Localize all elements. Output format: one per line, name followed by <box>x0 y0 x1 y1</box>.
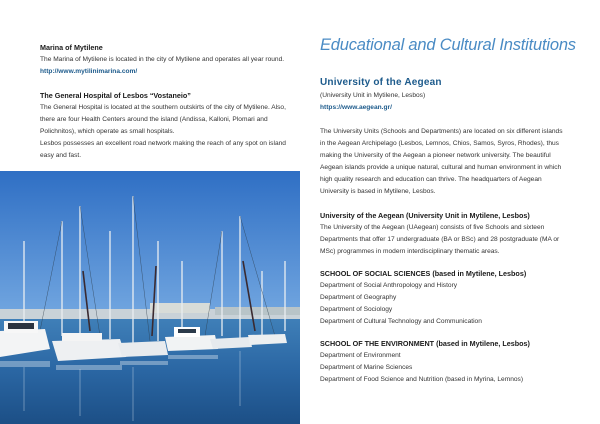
university-section <box>320 76 568 114</box>
unit-text: The University of the Aegean (UAegean) consists of five Schools and sixteen Departments that offer 17 undergraduate (BA or BSc) and 28 postgraduate (MA or MSc) programmes in modern interdisciplinary thematic areas. <box>320 224 560 255</box>
hospital-title: The General Hospital of Lesbos “Vostaneio” <box>40 91 191 100</box>
hospital-text: The General Hospital is located at the southern outskirts of the city of Mytilene. Also, there are four Health Centers around the island (Andissa, Kalloni, Plomari and Polichnitos), which operate as small hospitals. <box>40 104 286 135</box>
social-sciences-title: SCHOOL OF SOCIAL SCIENCES (based in Mytilene, Lesbos) <box>320 269 527 278</box>
environment-section <box>320 338 568 386</box>
marina-link[interactable]: http://www.mytilinimarina.com/ <box>40 68 138 75</box>
social-dept-2: Department of Geography <box>320 294 397 301</box>
social-sciences-section <box>320 268 568 328</box>
university-title: University of the Aegean <box>320 77 442 88</box>
section-heading: Educational and Cultural Institutions <box>320 36 576 54</box>
marina-photo <box>0 171 300 424</box>
social-dept-1: Department of Social Anthropology and History <box>320 282 458 289</box>
unit-section <box>320 210 568 258</box>
university-link[interactable]: https://www.aegean.gr/ <box>320 104 392 111</box>
hospital-section <box>40 90 288 162</box>
env-dept-1: Department of Environment <box>320 352 401 359</box>
environment-title: SCHOOL OF THE ENVIRONMENT (based in Mytilene, Lesbos) <box>320 339 530 348</box>
marina-text: The Marina of Mytilene is located in the city of Mytilene and operates all year round. http://www.mytilinimarina.com/ <box>40 56 285 75</box>
env-dept-3: Department of Food Science and Nutrition (based in Myrina, Lemnos) <box>320 376 524 383</box>
marina-title: Marina of Mytilene <box>40 43 103 52</box>
env-dept-2: Department of Marine Sciences <box>320 364 413 371</box>
university-description: The University Units (Schools and Departments) are located on six different islands in the Aegean Archipelago (Lesbos, Lemnos, Chios, Samos, Syros, Rhodes), thus making the University of the Aegean a pioneer network university. The beautiful Aegean islands provide a unique natural, cultural and human environment in which high quality research and education can thrive. The headquarters of Aegean University is based in Mytilene, Lesbos. <box>320 128 563 195</box>
social-dept-3: Department of Sociology <box>320 306 393 313</box>
social-dept-4: Department of Cultural Technology and Communication <box>320 318 482 325</box>
university-subtitle: (University Unit in Mytilene, Lesbos) <box>320 92 426 99</box>
marina-section <box>40 42 288 78</box>
road-network-text: Lesbos possesses an excellent road network making the reach of any spot on island easy and fast. <box>40 140 286 159</box>
unit-title: University of the Aegean (University Unit in Mytilene, Lesbos) <box>320 211 530 220</box>
